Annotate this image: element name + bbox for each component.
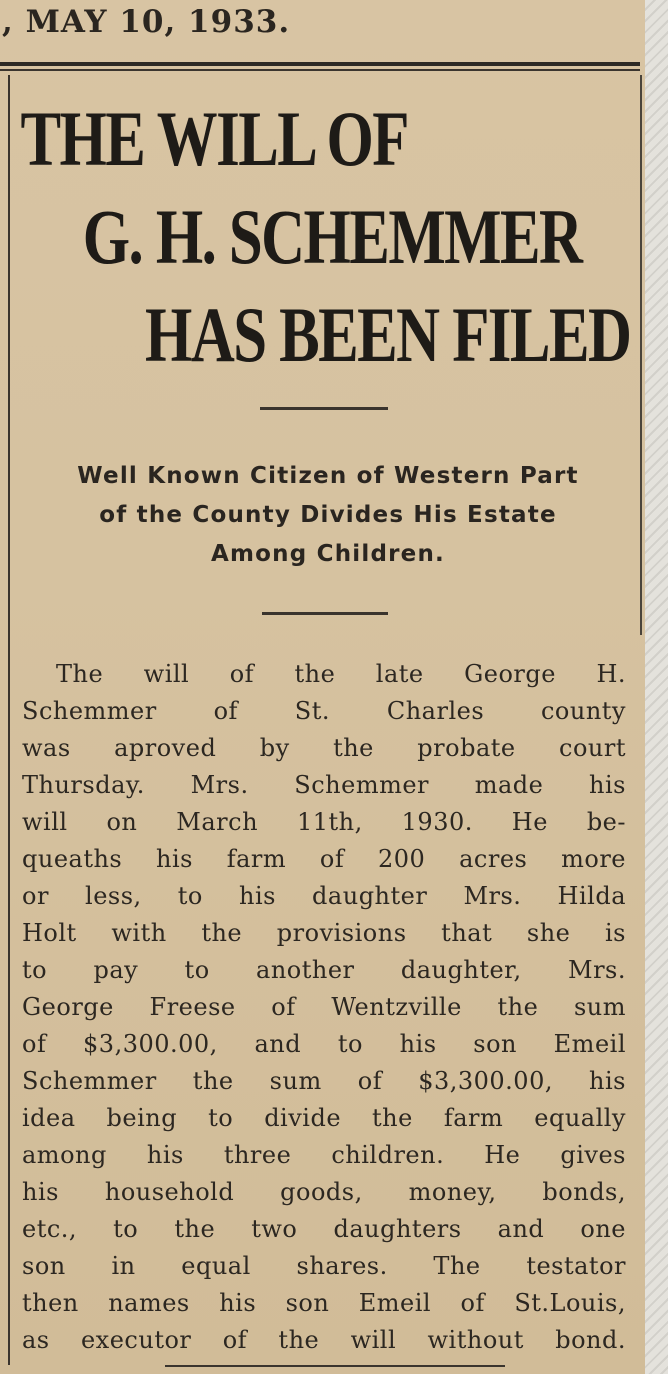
body-line: idea being to divide the farm equally [22, 1104, 626, 1132]
dateline [0, 0, 645, 52]
body-line: then names his son Emeil of St.Louis, [22, 1289, 626, 1317]
subhead-line-2: of the County Divides His Estate [99, 502, 557, 528]
dateline-text: , MAY 10, 1933. [2, 4, 291, 40]
subheadline [20, 457, 636, 574]
subhead-divider [262, 612, 388, 615]
body-line: will on March 11th, 1930. He be- [22, 808, 626, 836]
background-surface [645, 0, 668, 1374]
bottom-rule [165, 1365, 505, 1367]
body-line: among his three children. He gives [22, 1141, 626, 1169]
body-line: Schemmer of St. Charles county [22, 697, 626, 725]
body-line: son in equal shares. The testator [22, 1252, 626, 1280]
column-rule-right [640, 75, 642, 635]
body-line: Holt with the provisions that she is [22, 919, 626, 947]
subhead-line-3: Among Children. [211, 541, 445, 567]
body-line: as executor of the will without bond. [22, 1326, 626, 1354]
body-line: George Freese of Wentzville the sum [22, 993, 626, 1021]
body-line: Thursday. Mrs. Schemmer made his [22, 771, 626, 799]
body-line: his household goods, money, bonds, [22, 1178, 626, 1206]
body-line: Schemmer the sum of $3,300.00, his [22, 1067, 626, 1095]
body-line: to pay to another daughter, Mrs. [22, 956, 626, 984]
body-line: queaths his farm of 200 acres more [22, 845, 626, 873]
body-line: was aproved by the probate court [22, 734, 626, 762]
subhead-line-1: Well Known Citizen of Western Part [77, 463, 579, 489]
top-rule [0, 62, 640, 66]
column-rule-left [8, 75, 10, 1365]
headline-line-3: HAS BEEN FILED [145, 291, 631, 378]
headline [14, 90, 639, 384]
headline-line-1: THE WILL OF [20, 95, 408, 182]
article-body [22, 656, 626, 1359]
top-rule-thin [0, 69, 640, 71]
headline-divider [260, 407, 388, 410]
body-line: etc., to the two daughters and one [22, 1215, 626, 1243]
body-line: of $3,300.00, and to his son Emeil [22, 1030, 626, 1058]
body-line: The will of the late George H. [56, 660, 626, 688]
body-line: or less, to his daughter Mrs. Hilda [22, 882, 626, 910]
headline-line-2: G. H. SCHEMMER [82, 193, 582, 280]
